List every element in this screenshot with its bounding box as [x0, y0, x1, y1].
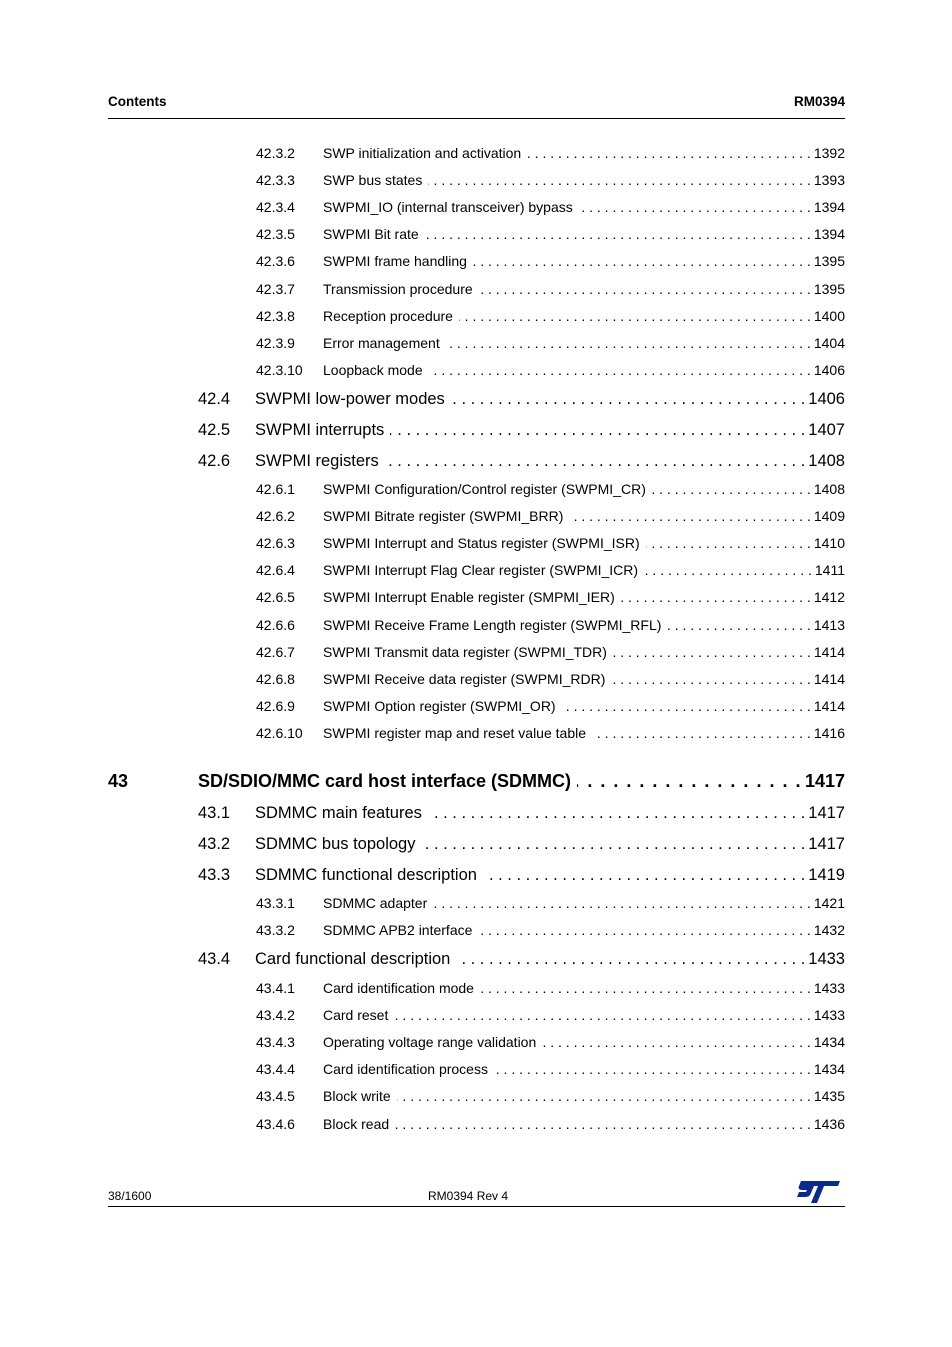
- toc-entry-number: 43: [108, 771, 129, 791]
- running-header-section: Contents: [108, 94, 167, 109]
- toc-entry-number: 43.4.4: [256, 1061, 295, 1077]
- dot-leader: [479, 281, 811, 297]
- dot-leader: [395, 1116, 811, 1132]
- document-revision: RM0394 Rev 4: [428, 1189, 509, 1203]
- toc-subsection-entry[interactable]: [256, 725, 845, 745]
- toc-entry-number: 42.6.10: [256, 725, 303, 741]
- toc-entry-title: SWP bus states: [323, 172, 423, 188]
- dot-leader: [446, 335, 811, 351]
- dot-leader: [527, 145, 811, 161]
- toc-entry-page: 1394: [813, 199, 845, 215]
- toc-entry-title: Error management: [323, 335, 440, 351]
- dot-leader: [579, 199, 811, 215]
- toc-subsection-entry[interactable]: [256, 281, 845, 301]
- toc-entry-title: SWPMI Configuration/Control register (SWPMI_CR): [323, 481, 646, 497]
- toc-subsection-entry[interactable]: [256, 535, 845, 555]
- toc-subsection-entry[interactable]: [256, 589, 845, 609]
- toc-entry-page: 1410: [813, 535, 845, 551]
- toc-entry-title: Card identification mode: [323, 980, 474, 996]
- toc-entry-title: SWPMI Bit rate: [323, 226, 419, 242]
- toc-subsection-entry[interactable]: [256, 508, 845, 528]
- toc-entry-page: 1395: [813, 253, 845, 269]
- dot-leader: [613, 644, 811, 660]
- toc-entry-title: SWPMI frame handling: [323, 253, 467, 269]
- toc-entry-number: 42.6.7: [256, 644, 295, 660]
- toc-entry-number: 42.6.9: [256, 698, 295, 714]
- toc-entry-page: 1406: [808, 390, 845, 408]
- toc-entry-number: 42.6.4: [256, 562, 295, 578]
- toc-entry-page: 1434: [813, 1061, 845, 1077]
- toc-subsection-entry[interactable]: [256, 253, 845, 273]
- dot-leader: [483, 866, 805, 885]
- toc-entry-number: 42.6.3: [256, 535, 295, 551]
- toc-entry-page: 1395: [813, 281, 845, 297]
- toc-section-entry[interactable]: [198, 452, 845, 474]
- dot-leader: [569, 508, 810, 524]
- toc-subsection-entry[interactable]: [256, 617, 845, 637]
- toc-section-entry[interactable]: [198, 950, 845, 972]
- toc-entry-title: Block read: [323, 1116, 390, 1132]
- toc-entry-number: 43.4: [198, 950, 231, 968]
- toc-entry-page: 1436: [813, 1116, 845, 1132]
- toc-entry-title: SWPMI Interrupt and Status register (SWPMI_ISR): [323, 535, 640, 551]
- dot-leader: [478, 922, 810, 938]
- toc-entry-title: SDMMC functional description: [255, 866, 477, 884]
- toc-entry-number: 42.6.8: [256, 671, 295, 687]
- toc-subsection-entry[interactable]: [256, 1061, 845, 1081]
- toc-entry-page: 1417: [808, 835, 845, 853]
- toc-entry-number: 42.4: [198, 390, 231, 408]
- toc-entry-title: Reception procedure: [323, 308, 453, 324]
- footer-divider: [108, 1206, 845, 1207]
- dot-leader: [429, 362, 811, 378]
- toc-entry-number: 43.4.6: [256, 1116, 295, 1132]
- toc-entry-title: Loopback mode: [323, 362, 423, 378]
- running-header-doc-id: RM0394: [793, 94, 845, 109]
- toc-entry-page: 1414: [813, 671, 845, 687]
- toc-entry-number: 42.3.8: [256, 308, 295, 324]
- toc-entry-title: SWPMI Transmit data register (SWPMI_TDR): [323, 644, 607, 660]
- toc-entry-page: 1433: [813, 980, 845, 996]
- toc-entry-page: 1421: [813, 895, 845, 911]
- toc-entry-number: 42.6: [198, 452, 231, 470]
- header-divider: [108, 118, 845, 119]
- toc-entry-page: 1414: [813, 698, 845, 714]
- dot-leader: [397, 1088, 811, 1104]
- toc-entry-page: 1411: [814, 562, 845, 578]
- toc-entry-page: 1408: [808, 452, 845, 470]
- toc-entry-title: Card functional description: [255, 950, 451, 968]
- dot-leader: [611, 671, 810, 687]
- dot-leader: [667, 617, 810, 633]
- toc-entry-number: 42.3.5: [256, 226, 295, 242]
- toc-entry-title: SD/SDIO/MMC card host interface (SDMMC): [198, 771, 572, 791]
- dot-leader: [542, 1034, 811, 1050]
- dot-leader: [480, 980, 811, 996]
- toc-section-entry[interactable]: [198, 835, 845, 857]
- toc-entry-number: 42.3.2: [256, 145, 295, 161]
- toc-entry-number: 42.3.9: [256, 335, 295, 351]
- dot-leader: [644, 562, 812, 578]
- toc-entry-number: 42.3.4: [256, 199, 295, 215]
- toc-entry-title: Block write: [323, 1088, 391, 1104]
- toc-entry-number: 42.3.7: [256, 281, 295, 297]
- toc-entry-title: SWPMI_IO (internal transceiver) bypass: [323, 199, 573, 215]
- dot-leader: [456, 950, 805, 969]
- toc-section-entry[interactable]: [198, 421, 845, 443]
- dot-leader: [473, 253, 811, 269]
- toc-entry-page: 1416: [813, 725, 845, 741]
- dot-leader: [621, 589, 811, 605]
- toc-entry-page: 1408: [813, 481, 845, 497]
- toc-entry-number: 42.6.6: [256, 617, 295, 633]
- dot-leader: [390, 421, 805, 440]
- toc-entry-page: 1417: [808, 804, 845, 822]
- toc-entry-number: 43.4.1: [256, 980, 295, 996]
- toc-entry-title: SWPMI Receive Frame Length register (SWPMI_RFL): [323, 617, 662, 633]
- dot-leader: [562, 698, 811, 714]
- toc-entry-title: SWPMI registers: [255, 452, 379, 470]
- toc-subsection-entry[interactable]: [256, 481, 845, 501]
- dot-leader: [425, 226, 811, 242]
- toc-entry-number: 43.4.5: [256, 1088, 295, 1104]
- toc-subsection-entry[interactable]: [256, 362, 845, 382]
- toc-entry-title: SWPMI Interrupt Flag Clear register (SWPMI_ICR): [323, 562, 639, 578]
- toc-entry-page: 1393: [813, 172, 845, 188]
- toc-subsection-entry[interactable]: [256, 308, 845, 328]
- toc-subsection-entry[interactable]: [256, 1088, 845, 1108]
- toc-section-entry[interactable]: [198, 390, 845, 412]
- toc-entry-number: 42.6.5: [256, 589, 295, 605]
- dot-leader: [421, 835, 805, 854]
- toc-entry-title: SDMMC bus topology: [255, 835, 416, 853]
- toc-entry-number: 42.3.3: [256, 172, 295, 188]
- toc-subsection-entry[interactable]: [256, 922, 845, 942]
- toc-entry-title: SDMMC adapter: [323, 895, 428, 911]
- toc-subsection-entry[interactable]: [256, 1116, 845, 1136]
- toc-entry-page: 1409: [813, 508, 845, 524]
- toc-subsection-entry[interactable]: [256, 226, 845, 246]
- toc-entry-number: 43.4.2: [256, 1007, 295, 1023]
- toc-entry-page: 1392: [813, 145, 845, 161]
- dot-leader: [451, 390, 805, 409]
- toc-entry-title: Card reset: [323, 1007, 389, 1023]
- dot-leader: [385, 452, 806, 471]
- toc-subsection-entry[interactable]: [256, 1007, 845, 1027]
- toc-entry-number: 42.3.10: [256, 362, 303, 378]
- st-logo-icon: [795, 1180, 841, 1204]
- toc-subsection-entry[interactable]: [256, 335, 845, 355]
- toc-subsection-entry[interactable]: [256, 199, 845, 219]
- dot-leader: [394, 1007, 810, 1023]
- toc-subsection-entry[interactable]: [256, 562, 845, 582]
- dot-leader: [459, 308, 811, 324]
- toc-entry-title: Card identification process: [323, 1061, 488, 1077]
- toc-entry-number: 43.3: [198, 866, 231, 884]
- toc-entry-page: 1434: [813, 1034, 845, 1050]
- toc-entry-number: 43.1: [198, 804, 231, 822]
- dot-leader: [652, 481, 811, 497]
- toc-entry-page: 1414: [813, 644, 845, 660]
- toc-entry-page: 1404: [813, 335, 845, 351]
- toc-section-entry[interactable]: [198, 804, 845, 826]
- toc-entry-page: 1432: [813, 922, 845, 938]
- toc-section-entry[interactable]: [198, 866, 845, 888]
- toc-entry-page: 1413: [813, 617, 845, 633]
- toc-subsection-entry[interactable]: [256, 980, 845, 1000]
- toc-entry-title: SWP initialization and activation: [323, 145, 522, 161]
- toc-entry-number: 42.6.2: [256, 508, 295, 524]
- toc-entry-page: 1400: [813, 308, 845, 324]
- toc-entry-title: SWPMI Option register (SWPMI_OR): [323, 698, 556, 714]
- toc-entry-page: 1394: [813, 226, 845, 242]
- dot-leader: [494, 1061, 811, 1077]
- toc-entry-page: 1433: [813, 1007, 845, 1023]
- toc-subsection-entry[interactable]: [256, 1034, 845, 1054]
- toc-entry-title: SWPMI low-power modes: [255, 390, 445, 408]
- toc-entry-number: 43.4.3: [256, 1034, 295, 1050]
- toc-entry-page: 1406: [813, 362, 845, 378]
- toc-subsection-entry[interactable]: [256, 145, 845, 165]
- toc-subsection-entry[interactable]: [256, 895, 845, 915]
- toc-entry-title: SDMMC main features: [255, 804, 422, 822]
- page-counter: 38/1600: [108, 1189, 152, 1203]
- toc-subsection-entry[interactable]: [256, 698, 845, 718]
- toc-entry-page: 1417: [804, 771, 845, 791]
- toc-entry-number: 42.6.1: [256, 481, 295, 497]
- dot-leader: [577, 771, 802, 792]
- toc-entry-number: 42.5: [198, 421, 231, 439]
- dot-leader: [428, 172, 811, 188]
- toc-entry-page: 1407: [808, 421, 845, 439]
- toc-entry-page: 1419: [808, 866, 845, 884]
- toc-chapter-entry[interactable]: [108, 771, 845, 795]
- toc-entry-title: SWPMI register map and reset value table: [323, 725, 587, 741]
- toc-entry-title: Transmission procedure: [323, 281, 473, 297]
- toc-entry-page: 1433: [808, 950, 845, 968]
- toc-entry-number: 43.2: [198, 835, 231, 853]
- toc-subsection-entry[interactable]: [256, 671, 845, 691]
- dot-leader: [433, 895, 811, 911]
- toc-entry-title: SWPMI Receive data register (SWPMI_RDR): [323, 671, 606, 687]
- toc-entry-page: 1412: [813, 589, 845, 605]
- toc-entry-number: 42.3.6: [256, 253, 295, 269]
- toc-entry-page: 1435: [813, 1088, 845, 1104]
- dot-leader: [428, 804, 805, 823]
- toc-entry-number: 43.3.2: [256, 922, 295, 938]
- toc-entry-title: Operating voltage range validation: [323, 1034, 537, 1050]
- toc-entry-title: SWPMI Bitrate register (SWPMI_BRR): [323, 508, 564, 524]
- toc-entry-title: SWPMI Interrupt Enable register (SMPMI_IER): [323, 589, 615, 605]
- toc-entry-title: SWPMI interrupts: [255, 421, 385, 439]
- toc-entry-title: SDMMC APB2 interface: [323, 922, 473, 938]
- toc-subsection-entry[interactable]: [256, 644, 845, 664]
- toc-entry-number: 43.3.1: [256, 895, 295, 911]
- dot-leader: [646, 535, 811, 551]
- dot-leader: [592, 725, 811, 741]
- toc-subsection-entry[interactable]: [256, 172, 845, 192]
